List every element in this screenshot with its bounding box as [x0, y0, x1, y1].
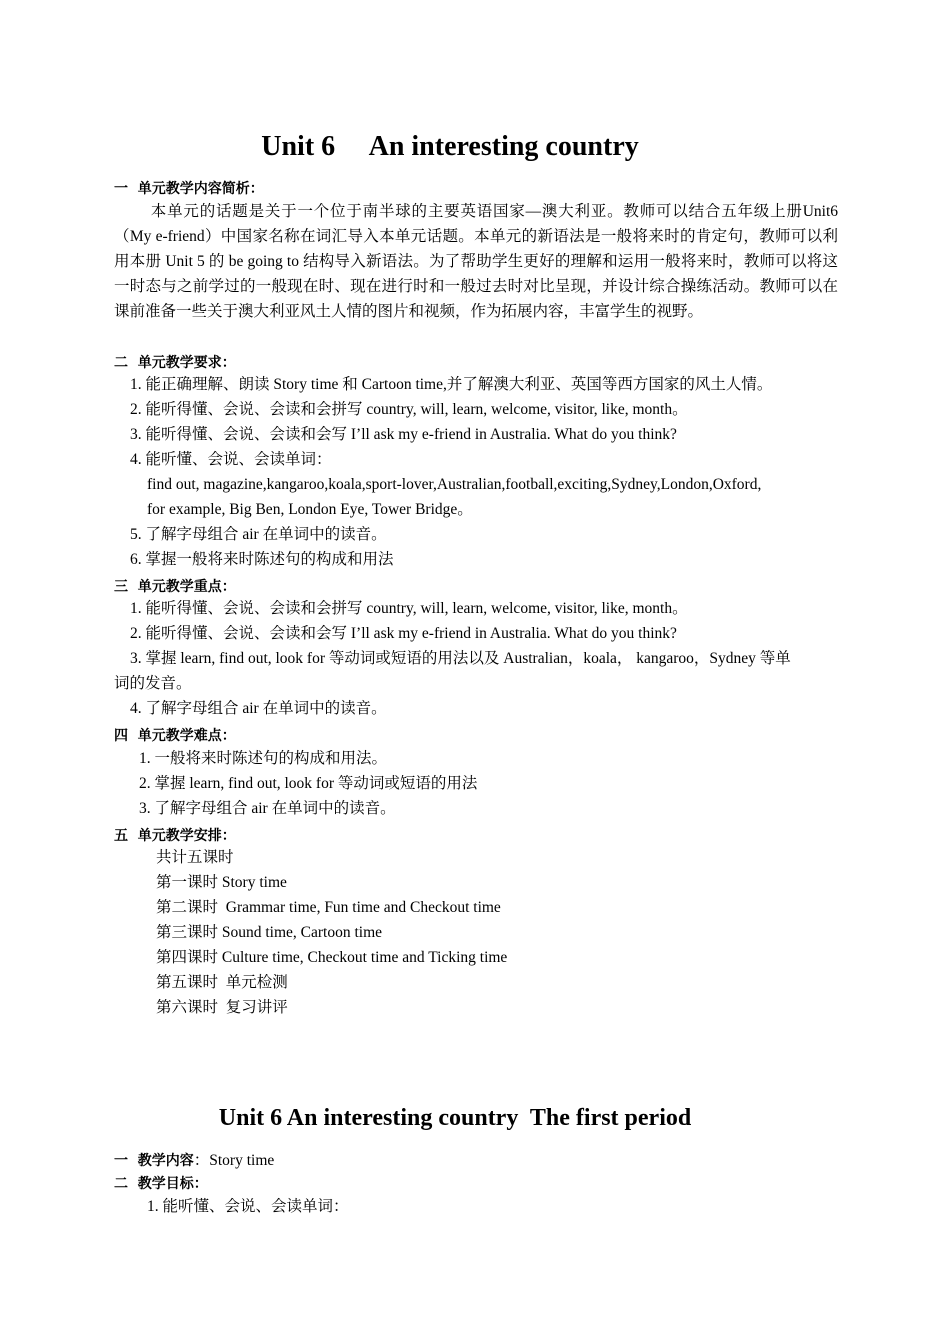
section-title: 单元教学内容简析： — [137, 181, 264, 197]
section-heading-schedule — [114, 825, 236, 845]
section-number: 五 — [114, 828, 128, 844]
key-point-item: 3. 掌握 learn, find out, look for 等动词或短语的用法以及 Australian，koala， kangaroo，Sydney 等单 — [130, 650, 791, 667]
difficulty-item: 1. 一般将来时陈述句的构成和用法。 — [139, 750, 388, 767]
section-number: 一 — [114, 181, 128, 197]
section-heading-difficulties — [114, 725, 236, 745]
schedule-item: 第三课时 Sound time, Cartoon time — [156, 924, 383, 941]
schedule-item: 第一课时 Story time — [156, 874, 287, 891]
section-title: 单元教学要求： — [137, 355, 236, 371]
schedule-item: 第六课时 复习讲评 — [156, 999, 288, 1016]
section-title: 单元教学安排： — [137, 828, 236, 844]
section-heading-key-points — [114, 576, 236, 596]
section-number: 一 — [114, 1153, 128, 1169]
requirement-item: 1. 能正确理解、朗读 Story time 和 Cartoon time,并了解澳大利亚、英国等西方国家的风土人情。 — [130, 376, 773, 393]
requirement-words: for example, Big Ben, London Eye, Tower Bridge。 — [147, 501, 473, 518]
requirement-words: find out, magazine,kangaroo,koala,sport-lover,Australian,football,exciting,Sydney,London,Oxford, — [147, 476, 762, 493]
section-number: 二 — [114, 1176, 128, 1192]
requirement-item: 4. 能听懂、会说、会读单词： — [130, 451, 332, 468]
period-goals-heading — [114, 1173, 208, 1193]
period-content-value: ：Story time — [193, 1152, 275, 1169]
requirement-item: 5. 了解字母组合 air 在单词中的读音。 — [130, 526, 387, 543]
section-number: 四 — [114, 728, 128, 744]
section-number: 三 — [114, 579, 128, 595]
section-number: 二 — [114, 355, 128, 371]
section-title: 单元教学重点： — [137, 579, 236, 595]
section-title: 单元教学难点： — [137, 728, 236, 744]
key-point-item: 2. 能听得懂、会说、会读和会写 I’ll ask my e-friend in Australia. What do you think? — [130, 625, 677, 642]
unit-title: Unit 6 An interesting country — [261, 131, 639, 162]
key-point-item: 4. 了解字母组合 air 在单词中的读音。 — [130, 700, 387, 717]
analysis-paragraph — [114, 199, 838, 324]
difficulty-item: 2. 掌握 learn, find out, look for 等动词或短语的用法 — [139, 775, 478, 792]
section-heading-requirements — [114, 352, 236, 372]
goal-item: 1. 能听懂、会说、会读单词： — [147, 1198, 349, 1215]
period-content-line — [114, 1148, 274, 1170]
schedule-item: 第五课时 单元检测 — [156, 974, 288, 991]
section-title: 教学内容 — [137, 1153, 194, 1169]
section-heading-analysis — [114, 178, 264, 198]
analysis-text: 本单元的话题是关于一个位于南半球的主要英语国家—澳大利亚。教师可以结合五年级上册Unit6（My e-friend）中国家名称在词汇导入本单元话题。本单元的新语法是一般将来时的肯定句，教师可以利用本册 Unit 5 的 be going to 结构导入新语法。为了帮助学生更好的理解和运用一般将来时，教师可以将这一时态与之前学过的一般现在时、现在进行时和一般过去时对比呈现，并设计综合操练活动。教师可以在课前准备一些关于澳大利亚风土人情的图片和视频，作为拓展内容，丰富学生的视野。 — [114, 203, 838, 320]
schedule-item: 第二课时 Grammar time, Fun time and Checkout time — [156, 899, 501, 916]
key-point-item: 1. 能听得懂、会说、会读和会拼写 country, will, learn, welcome, visitor, like, month。 — [130, 600, 688, 617]
period-title: Unit 6 An interesting country The first period — [218, 1105, 692, 1131]
requirement-item: 2. 能听得懂、会说、会读和会拼写 country, will, learn, welcome, visitor, like, month。 — [130, 401, 688, 418]
schedule-item: 第四课时 Culture time, Checkout time and Ticking time — [156, 949, 508, 966]
difficulty-item: 3. 了解字母组合 air 在单词中的读音。 — [139, 800, 396, 817]
requirement-item: 3. 能听得懂、会说、会读和会写 I’ll ask my e-friend in Australia. What do you think? — [130, 426, 677, 443]
key-point-continuation: 词的发音。 — [114, 675, 192, 692]
schedule-item: 共计五课时 — [156, 849, 234, 866]
section-title: 教学目标： — [137, 1176, 208, 1192]
requirement-item: 6. 掌握一般将来时陈述句的构成和用法 — [130, 551, 394, 568]
